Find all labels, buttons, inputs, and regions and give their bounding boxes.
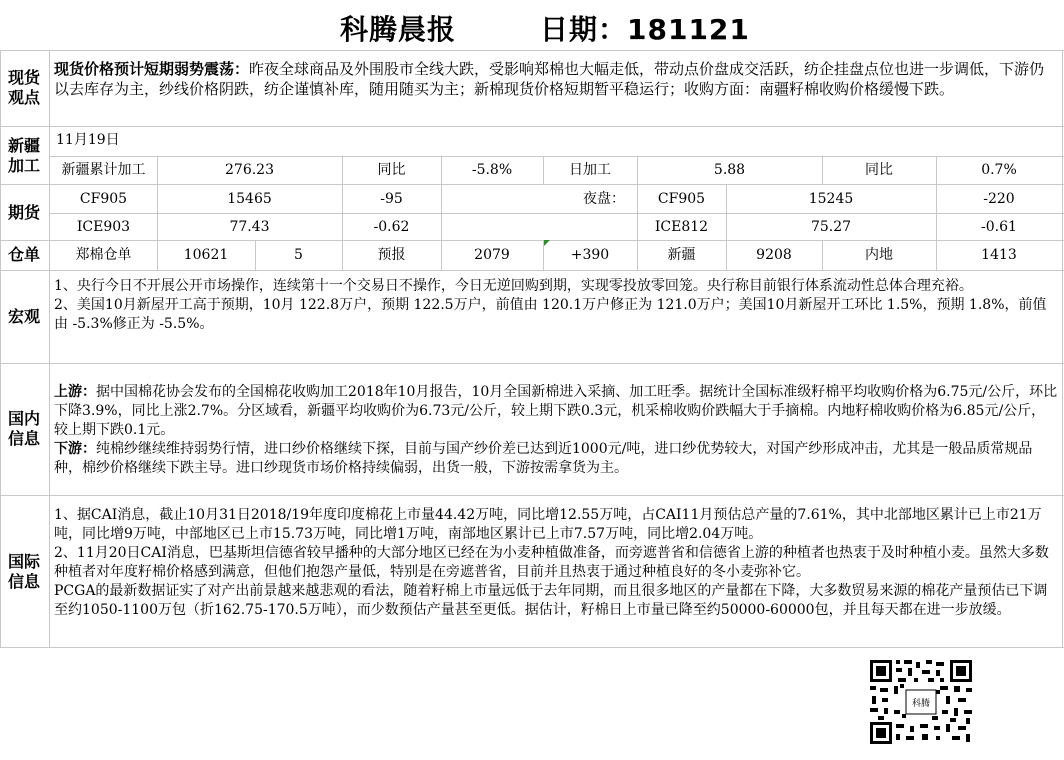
upstream-paragraph [54, 383, 1058, 440]
section-label-line: 信息 [7, 572, 40, 591]
section-label-line: 信息 [7, 429, 40, 448]
international-paragraph: 1、据CAI消息，截止10月31日2018/19年度印度棉花上市量44.42万吨，同比增12.55万吨，占CAI11月预估总产量的7.61%，其中北部地区累计已上市21万吨，同比增9万吨，中部地区已上市15.73万吨，同比增1万吨，南部地区累计已上市7.57万吨，同比增2.04万吨。 [54, 507, 1042, 542]
spot-view-body: 昨夜全球商品及外围股市全线大跌，受影响郑棉也大幅走低，带动点价盘成交活跃，纺企挂盘点位也进一步调低，下游仍以去库存为主，纱线价格阴跌，纺企谨慎补库，随用随买为主；新棉现货价格短期暂平稳运行；收购方面：南疆籽棉收购价格缓慢下跌。 [54, 60, 1045, 98]
section-label-line: 新疆 [7, 136, 40, 155]
xinjiang-label: 新疆累计加工 [61, 162, 146, 178]
macro-paragraph: 2、美国10月新屋开工高于预期，10月 122.8万户，预期 122.5万户，前值由 120.1万户修正为 121.0万户；美国10月新屋开工环比 1.5%，预期 1.8%，前值由 -5.3%修正为 -5.5%。 [54, 297, 1047, 332]
rule [0, 647, 1064, 648]
downstream-paragraph [54, 440, 1058, 478]
xinjiang-daily-yoy: 0.7% [981, 162, 1017, 178]
xinjiang-yoy: -5.8% [471, 162, 513, 178]
qr-logo-text: 科腾 [911, 699, 931, 709]
rule [0, 240, 1064, 241]
rule [1062, 50, 1063, 647]
qr-code-icon [866, 656, 976, 748]
xinjiang-daily-yoy-label: 同比 [865, 162, 893, 178]
ice-night-price: 75.27 [810, 219, 852, 235]
rule [0, 495, 1064, 496]
international-paragraph: PCGA的最新数据证实了对产出前景越来越悲观的看法，随着籽棉上市量远低于去年同期，而且很多地区的产量都在下降，大多数贸易来源的棉花产量预估已下调至约1050-1100万包（折162.75-170.5万吨），而少数预估产量甚至更低。据估计，籽棉日上市量已降至约50000-60000包，并且每天都在进一步放缓。 [54, 583, 1048, 618]
rule [0, 363, 1064, 364]
downstream-label: 下游： [54, 441, 96, 457]
section-label-line: 国内 [7, 409, 40, 428]
spot-view-text [54, 59, 1058, 99]
xinjiang-daily: 5.88 [713, 162, 746, 178]
macro-text [54, 277, 1058, 334]
section-label-xinjiang [0, 136, 48, 176]
rule [50, 156, 1064, 157]
warehouse-change: 5 [294, 247, 303, 263]
upstream-label: 上游： [54, 384, 96, 400]
futures-change: -95 [380, 191, 403, 207]
section-label-domestic [0, 409, 48, 449]
xinjiang-total: 276.23 [225, 162, 274, 178]
rule [441, 184, 442, 240]
ice-change: -0.62 [373, 219, 410, 235]
xinjiang-daily-label: 日加工 [569, 162, 611, 178]
forecast-count: 2079 [474, 247, 510, 263]
futures-price: 15465 [227, 191, 272, 207]
rule [49, 50, 50, 647]
xinjiang-warehouse-count: 9208 [756, 247, 792, 263]
xinjiang-yoy-label: 同比 [377, 162, 406, 178]
futures-contract: CF905 [79, 191, 128, 207]
section-label-warehouse: 仓单 [7, 245, 40, 264]
spot-view-heading: 现货价格预计短期弱势震荡： [54, 60, 250, 78]
section-label-spot [0, 68, 48, 108]
night-change: -220 [983, 191, 1015, 207]
ice-price: 77.43 [229, 219, 270, 235]
forecast-label: 预报 [377, 247, 406, 263]
international-text [54, 506, 1058, 620]
section-label-line: 现货 [7, 68, 40, 87]
report-title [0, 4, 1064, 48]
ice-night-contract: ICE812 [654, 219, 709, 235]
warehouse-count: 10621 [183, 247, 229, 263]
report-date: 日期：181121 [540, 13, 750, 46]
section-label-futures: 期货 [7, 203, 40, 222]
warehouse-label: 郑棉仓单 [75, 247, 132, 263]
inland-warehouse-count: 1413 [981, 247, 1017, 263]
section-label-line: 加工 [7, 156, 40, 175]
international-paragraph: 2、11月20日CAI消息，巴基斯坦信德省较早播种的大部分地区已经在为小麦种植做准备，而旁遮普省和信德省上游的种植者也热衷于及时种植小麦。虽然大多数种植者对年度籽棉价格感到满意，但他们抱怨产量低，特别是在旁遮普省，目前并且热衷于通过种植良好的冬小麦弥补它。 [54, 545, 1049, 580]
cell-comment-marker [544, 240, 550, 246]
section-label-line: 观点 [7, 88, 40, 107]
section-label-international [0, 552, 48, 592]
rule [50, 213, 1064, 214]
macro-paragraph: 1、央行今日不开展公开市场操作，连续第十一个交易日不操作，今日无逆回购到期，实现零投放零回笼。央行称目前银行体系流动性总体合理充裕。 [54, 278, 973, 294]
inland-warehouse-label: 内地 [865, 247, 893, 263]
rule [0, 184, 1064, 185]
upstream-body: 据中国棉花协会发布的全国棉花收购加工2018年10月报告，10月全国新棉进入采摘、加工旺季。据统计全国标准级籽棉平均收购价格为6.75元/公斤，环比下降3.9%，同比上涨2.7%。分区域看，新疆平均收购价为6.73元/公斤，较上期下跌0.3元，机采棉收购价跌幅大于手摘棉。内地籽棉收购价格为6.85元/公斤，较上期下跌0.1元。 [54, 384, 1058, 438]
downstream-body: 纯棉纱继续维持弱势行情，进口纱价格继续下探，目前与国产纱价差已达到近1000元/吨，进口纱优势较大，对国产纱形成冲击，尤其是一般品质常规品种，棉纱价格继续下跌主导。进口纱现货市场价格持续偏弱，出货一般，下游按需拿货为主。 [54, 441, 1033, 476]
xinjiang-warehouse-label: 新疆 [667, 247, 696, 263]
night-contract: CF905 [657, 191, 706, 207]
section-label-macro: 宏观 [7, 307, 40, 326]
ice-contract: ICE903 [76, 219, 131, 235]
night-price: 15245 [808, 191, 854, 207]
section-label-line: 国际 [7, 552, 40, 571]
ice-night-change: -0.61 [981, 219, 1017, 235]
rule [0, 50, 1064, 51]
report-name: 科腾晨报 [340, 13, 457, 46]
rule [0, 270, 1064, 271]
forecast-change: +390 [570, 247, 610, 263]
night-session-label: 夜盘： [583, 191, 625, 207]
rule [0, 126, 1064, 127]
domestic-text [54, 383, 1058, 478]
xinjiang-date: 11月19日 [56, 132, 120, 148]
